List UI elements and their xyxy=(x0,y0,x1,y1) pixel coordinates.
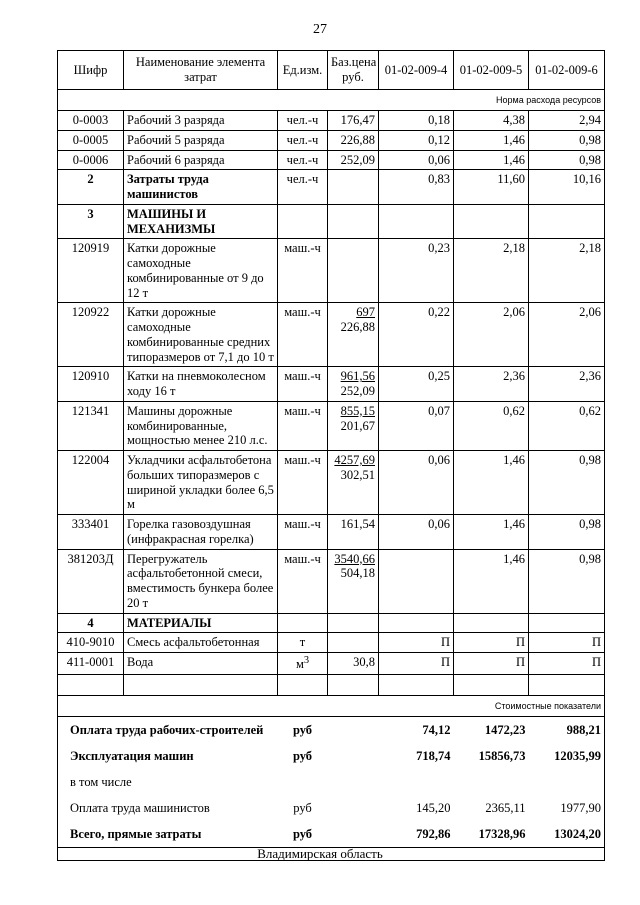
value-cell: 0,25 xyxy=(379,367,454,402)
unit-cell xyxy=(278,367,328,402)
value-cell: 0,18 xyxy=(379,111,454,131)
summary-value: 13024,20 xyxy=(529,821,605,848)
unit-text: маш.-ч xyxy=(284,369,321,384)
name-cell: Горелка газовоздушная (инфракрасная горелка) xyxy=(124,515,278,550)
summary-value: 988,21 xyxy=(529,716,605,743)
price-cell xyxy=(328,401,379,450)
resource-table xyxy=(57,50,605,861)
price-cell xyxy=(328,130,379,150)
price-cell xyxy=(328,549,379,613)
table-row xyxy=(58,549,605,613)
name-cell: Рабочий 3 разряда xyxy=(124,111,278,131)
empty-cell xyxy=(328,613,379,633)
unit-text: маш.-ч xyxy=(284,305,321,320)
price-value: 226,88 xyxy=(340,320,375,334)
code-cell: 120922 xyxy=(58,303,124,367)
code-cell: 3 xyxy=(58,204,124,239)
summary-value: 12035,99 xyxy=(529,743,605,769)
header-cell: 01-02-009-6 xyxy=(529,51,605,90)
value-cell: 1,46 xyxy=(454,515,529,550)
name-cell: Рабочий 5 разряда xyxy=(124,130,278,150)
code-cell: 410-9010 xyxy=(58,633,124,653)
value-cell: 0,22 xyxy=(379,303,454,367)
summary-value: 17328,96 xyxy=(454,821,529,848)
code-cell: 2 xyxy=(58,170,124,205)
value-cell: 0,12 xyxy=(379,130,454,150)
price-cell xyxy=(328,303,379,367)
table-row xyxy=(58,653,605,675)
unit-text: чел.-ч xyxy=(286,172,319,187)
code-cell: 120919 xyxy=(58,239,124,303)
value-cell: 1,46 xyxy=(454,130,529,150)
price-value: 176,47 xyxy=(340,113,375,127)
summary-label: в том числе xyxy=(58,769,278,795)
price-value: 252,09 xyxy=(340,384,375,398)
price-value: 302,51 xyxy=(340,467,375,482)
header-cell: Шифр xyxy=(58,51,124,90)
name-cell: Катки дорожные самоходные комбинированные средних типоразмеров от 7,1 до 10 т xyxy=(124,303,278,367)
header-cell: 01-02-009-5 xyxy=(454,51,529,90)
unit-text: м xyxy=(295,657,304,672)
value-cell: 0,83 xyxy=(379,170,454,205)
unit-superscript: 3 xyxy=(303,655,310,666)
unit-text: маш.-ч xyxy=(284,453,321,467)
footer-region: Владимирская область xyxy=(257,846,383,861)
summary-value xyxy=(454,769,529,795)
summary-label: Оплата труда рабочих-строителей xyxy=(58,716,278,743)
price-cell xyxy=(328,170,379,205)
empty-cell xyxy=(379,613,454,633)
value-cell: 4,38 xyxy=(454,111,529,131)
summary-value xyxy=(379,769,454,795)
value-cell: 0,23 xyxy=(379,239,454,303)
summary-value: 2365,11 xyxy=(485,800,526,815)
empty-cell xyxy=(328,674,379,695)
empty-cell xyxy=(454,674,529,695)
summary-row xyxy=(58,716,605,743)
value-cell: 0,98 xyxy=(529,549,605,613)
value-cell: 1,46 xyxy=(454,451,529,515)
table-row xyxy=(58,367,605,402)
empty-cell xyxy=(328,821,379,848)
value-cell: П xyxy=(379,633,454,653)
table-row xyxy=(58,170,605,205)
price-cell xyxy=(328,367,379,402)
price-cell xyxy=(328,150,379,170)
summary-unit: руб xyxy=(293,800,312,815)
unit-cell xyxy=(278,303,328,367)
name-cell: Вода xyxy=(124,653,278,675)
summary-unit: руб xyxy=(292,722,313,737)
value-cell: П xyxy=(454,653,529,675)
summary-label: Всего, прямые затраты xyxy=(58,821,278,848)
value-cell: 2,94 xyxy=(529,111,605,131)
value-cell: П xyxy=(529,653,605,675)
table-row xyxy=(58,451,605,515)
value-cell: 0,06 xyxy=(379,451,454,515)
price-value: 30,8 xyxy=(353,655,375,669)
value-cell: 2,36 xyxy=(529,367,605,402)
summary-value: 718,74 xyxy=(416,748,451,763)
price-top: 4257,69 xyxy=(334,453,375,467)
unit-cell xyxy=(278,170,328,205)
empty-cell xyxy=(278,674,328,695)
value-cell: 0,98 xyxy=(529,515,605,550)
summary-row xyxy=(58,769,605,795)
price-top: 855,15 xyxy=(340,403,375,418)
empty-cell xyxy=(58,674,124,695)
unit-cell xyxy=(278,239,328,303)
summary-unit xyxy=(278,769,328,795)
value-cell: 0,06 xyxy=(379,150,454,170)
unit-cell xyxy=(278,515,328,550)
summary-value: 74,12 xyxy=(422,722,451,737)
summary-value: 1977,90 xyxy=(529,795,605,821)
table-row xyxy=(58,239,605,303)
table-row xyxy=(58,613,605,633)
value-cell: 0,07 xyxy=(379,401,454,450)
header-cell: Баз.цена руб. xyxy=(328,51,379,90)
value-cell: 0,06 xyxy=(379,515,454,550)
unit-text: маш.-ч xyxy=(284,517,321,531)
summary-value: 145,20 xyxy=(416,800,451,815)
price-cell xyxy=(328,653,379,675)
unit-text: чел.-ч xyxy=(286,132,319,147)
code-cell: 0-0006 xyxy=(58,150,124,170)
value-cell: 0,98 xyxy=(529,150,605,170)
price-cell xyxy=(328,239,379,303)
name-cell: Катки на пневмоколесном ходу 16 т xyxy=(124,367,278,402)
name-cell: Затраты труда машинистов xyxy=(124,170,278,205)
name-cell: Рабочий 6 разряда xyxy=(124,150,278,170)
name-cell: Укладчики асфальтобетона больших типоразмеров с шириной укладки более 6,5 м xyxy=(124,451,278,515)
value-cell: 2,06 xyxy=(454,303,529,367)
price-cell xyxy=(328,451,379,515)
table-row xyxy=(58,401,605,450)
empty-cell xyxy=(278,204,328,239)
value-cell: П xyxy=(529,633,605,653)
unit-cell xyxy=(278,111,328,131)
value-cell: 10,16 xyxy=(529,170,605,205)
price-top: 961,56 xyxy=(340,369,375,384)
price-top: 3540,66 xyxy=(334,551,375,566)
price-value: 226,88 xyxy=(340,132,375,147)
code-cell: 120910 xyxy=(58,367,124,402)
value-cell: П xyxy=(454,633,529,653)
value-cell: 0,98 xyxy=(529,451,605,515)
name-cell: МАТЕРИАЛЫ xyxy=(124,613,278,633)
price-top: 697 xyxy=(356,305,375,320)
section-label: Норма расхода ресурсов xyxy=(58,90,605,111)
name-cell: Смесь асфальтобетонная xyxy=(124,633,278,653)
summary-value: 15856,73 xyxy=(478,748,526,763)
table-header-row xyxy=(58,51,605,90)
empty-cell xyxy=(379,204,454,239)
name-cell: МАШИНЫ И МЕХАНИЗМЫ xyxy=(124,204,278,239)
value-cell: 0,62 xyxy=(454,401,529,450)
unit-text: маш.-ч xyxy=(284,241,321,256)
code-cell: 122004 xyxy=(58,451,124,515)
unit-text: чел.-ч xyxy=(286,113,319,127)
unit-cell xyxy=(278,653,328,675)
empty-cell xyxy=(124,674,278,695)
price-cell xyxy=(328,633,379,653)
empty-cell xyxy=(529,613,605,633)
unit-text: маш.-ч xyxy=(284,403,321,418)
value-cell: 2,18 xyxy=(529,239,605,303)
unit-cell xyxy=(278,549,328,613)
section-row xyxy=(58,695,605,716)
unit-text: чел.-ч xyxy=(286,152,319,167)
summary-value xyxy=(529,769,605,795)
unit-cell xyxy=(278,150,328,170)
empty-cell xyxy=(529,674,605,695)
code-cell: 411-0001 xyxy=(58,653,124,675)
table-row xyxy=(58,150,605,170)
summary-unit: руб xyxy=(292,748,313,763)
unit-cell xyxy=(278,451,328,515)
price-value: 161,54 xyxy=(340,517,375,531)
page-number: 27 xyxy=(313,22,327,37)
section-label: Стоимостные показатели xyxy=(58,695,605,716)
empty-cell xyxy=(454,613,529,633)
code-cell: 4 xyxy=(58,613,124,633)
header-cell: Наименование элемента затрат xyxy=(124,51,278,90)
empty-cell xyxy=(379,674,454,695)
empty-cell xyxy=(328,795,379,821)
summary-value: 1472,23 xyxy=(484,722,526,737)
value-cell: 0,98 xyxy=(529,130,605,150)
unit-text: маш.-ч xyxy=(284,551,321,566)
unit-cell xyxy=(278,633,328,653)
table-row xyxy=(58,130,605,150)
header-cell: 01-02-009-4 xyxy=(379,51,454,90)
value-cell: 2,36 xyxy=(454,367,529,402)
price-value: 504,18 xyxy=(340,566,375,581)
price-cell xyxy=(328,111,379,131)
code-cell: 381203Д xyxy=(58,549,124,613)
summary-row xyxy=(58,743,605,769)
table-row xyxy=(58,111,605,131)
spacer-row xyxy=(58,674,605,695)
unit-cell xyxy=(278,130,328,150)
code-cell: 333401 xyxy=(58,515,124,550)
empty-cell xyxy=(328,204,379,239)
summary-unit: руб xyxy=(278,821,328,848)
value-cell: П xyxy=(379,653,454,675)
table-row xyxy=(58,204,605,239)
name-cell: Машины дорожные комбинированные, мощностью менее 210 л.с. xyxy=(124,401,278,450)
table-row xyxy=(58,303,605,367)
summary-value: 792,86 xyxy=(379,821,454,848)
empty-cell xyxy=(278,613,328,633)
name-cell: Катки дорожные самоходные комбинированные от 9 до 12 т xyxy=(124,239,278,303)
code-cell: 0-0003 xyxy=(58,111,124,131)
price-cell xyxy=(328,515,379,550)
table-row xyxy=(58,633,605,653)
empty-cell xyxy=(328,769,379,795)
summary-label: Оплата труда машинистов xyxy=(58,795,278,821)
empty-cell xyxy=(454,204,529,239)
code-cell: 121341 xyxy=(58,401,124,450)
empty-cell xyxy=(328,743,379,769)
summary-label: Эксплуатация машин xyxy=(58,743,278,769)
value-cell: 11,60 xyxy=(454,170,529,205)
price-value: 252,09 xyxy=(340,152,375,167)
name-cell: Перегружатель асфальтобетонной смеси, вместимость бункера более 20 т xyxy=(124,549,278,613)
summary-row xyxy=(58,795,605,821)
summary-row xyxy=(58,821,605,848)
header-cell: Ед.изм. xyxy=(278,51,328,90)
value-cell: 1,46 xyxy=(454,150,529,170)
unit-text: т xyxy=(299,635,306,650)
empty-cell xyxy=(328,716,379,743)
unit-cell xyxy=(278,401,328,450)
value-cell xyxy=(379,549,454,613)
value-cell: 2,18 xyxy=(454,239,529,303)
code-cell: 0-0005 xyxy=(58,130,124,150)
value-cell: 2,06 xyxy=(529,303,605,367)
price-value: 201,67 xyxy=(340,418,375,433)
table-row xyxy=(58,515,605,550)
empty-cell xyxy=(529,204,605,239)
value-cell: 1,46 xyxy=(454,549,529,613)
value-cell: 0,62 xyxy=(529,401,605,450)
